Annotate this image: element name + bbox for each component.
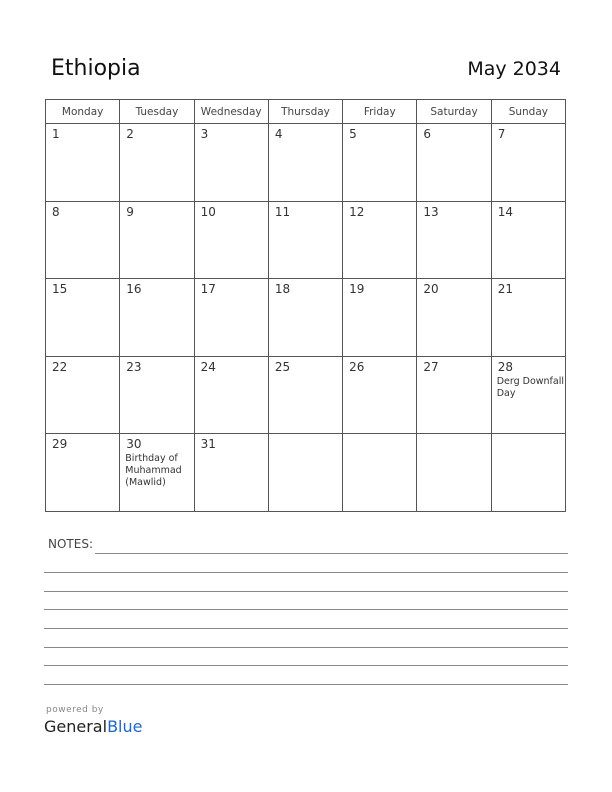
day-number: 7 xyxy=(497,127,506,141)
day-number: 28 xyxy=(497,359,513,374)
day-number: 4 xyxy=(274,127,283,141)
day-number: 25 xyxy=(274,359,291,374)
notes-label: NOTES: xyxy=(48,537,93,551)
day-number: 24 xyxy=(200,359,216,374)
day-number: 3 xyxy=(200,127,209,141)
day-cell xyxy=(120,279,194,357)
day-number: 8 xyxy=(52,204,60,219)
day-cell xyxy=(491,434,565,512)
day-cell xyxy=(268,434,342,512)
day-cell xyxy=(343,201,417,279)
notes-line xyxy=(44,591,568,592)
day-number: 20 xyxy=(423,282,439,297)
day-cell xyxy=(491,201,565,279)
day-cell xyxy=(343,279,417,357)
brand-blue-text: Blue xyxy=(107,717,143,736)
week-row xyxy=(46,201,566,279)
notes-line xyxy=(44,572,568,573)
notes-line xyxy=(44,684,568,685)
notes-line xyxy=(44,647,568,648)
day-cell xyxy=(46,201,120,279)
holiday-label: Birthday of Muhammad (Mawlid) xyxy=(125,453,182,489)
day-number: 14 xyxy=(497,204,513,219)
weekday-tuesday: Tuesday xyxy=(120,100,194,124)
day-number: 18 xyxy=(274,282,291,297)
day-number: 21 xyxy=(497,282,513,297)
day-cell xyxy=(417,356,491,434)
day-cell xyxy=(417,124,491,202)
notes-line xyxy=(95,553,568,554)
holiday-label: Derg Downfall Day xyxy=(496,375,564,399)
weekday-thursday: Thursday xyxy=(268,100,342,124)
day-cell xyxy=(268,279,342,357)
week-row xyxy=(46,434,566,512)
day-cell xyxy=(268,201,342,279)
day-number: 16 xyxy=(126,282,142,297)
day-number: 13 xyxy=(423,204,439,219)
day-cell xyxy=(194,279,268,357)
notes-line xyxy=(44,609,568,610)
day-number: 11 xyxy=(274,204,291,219)
day-cell xyxy=(194,356,268,434)
day-cell xyxy=(194,124,268,202)
day-number: 15 xyxy=(52,282,68,297)
weekday-header-row xyxy=(46,100,566,124)
week-row xyxy=(46,279,566,357)
weekday-monday: Monday xyxy=(46,100,120,124)
weekday-saturday: Saturday xyxy=(417,100,491,124)
day-number: 9 xyxy=(126,204,134,219)
day-cell xyxy=(417,279,491,357)
week-row xyxy=(46,356,566,434)
generalblue-logo xyxy=(44,717,142,737)
day-number: 30 xyxy=(126,437,142,452)
day-cell xyxy=(268,356,342,434)
day-cell xyxy=(491,124,565,202)
brand-general-text: General xyxy=(44,717,108,736)
day-cell xyxy=(120,356,194,434)
powered-by-text: powered by xyxy=(46,705,104,715)
day-number: 22 xyxy=(52,359,68,374)
day-cell xyxy=(46,279,120,357)
day-number: 31 xyxy=(200,437,216,452)
day-cell xyxy=(268,124,342,202)
day-number: 27 xyxy=(423,359,439,374)
day-number: 23 xyxy=(126,359,142,374)
notes-line xyxy=(44,665,568,666)
calendar-grid xyxy=(45,99,566,512)
day-cell xyxy=(194,434,268,512)
day-cell xyxy=(417,434,491,512)
day-cell xyxy=(343,124,417,202)
day-number: 19 xyxy=(349,282,365,297)
day-number: 26 xyxy=(349,359,365,374)
day-number: 17 xyxy=(200,282,216,297)
day-number: 5 xyxy=(349,127,357,141)
day-cell xyxy=(120,201,194,279)
day-cell xyxy=(46,124,120,202)
day-cell xyxy=(194,201,268,279)
day-cell xyxy=(46,356,120,434)
day-cell xyxy=(343,356,417,434)
day-cell xyxy=(343,434,417,512)
day-cell xyxy=(46,434,120,512)
day-cell xyxy=(491,356,565,434)
day-number: 1 xyxy=(52,127,60,141)
day-number: 10 xyxy=(200,204,216,219)
day-cell xyxy=(120,434,194,512)
day-cell xyxy=(120,124,194,202)
calendar-month-year: May 2034 xyxy=(467,58,561,80)
weekday-wednesday: Wednesday xyxy=(194,100,268,124)
day-number: 6 xyxy=(423,127,432,141)
day-number: 12 xyxy=(349,204,365,219)
calendar-country-title: Ethiopia xyxy=(51,56,141,81)
notes-line xyxy=(44,628,568,629)
day-cell xyxy=(417,201,491,279)
day-cell xyxy=(491,279,565,357)
weekday-sunday: Sunday xyxy=(491,100,565,124)
week-row xyxy=(46,124,566,202)
weekday-friday: Friday xyxy=(343,100,417,124)
day-number: 2 xyxy=(126,127,134,141)
day-number: 29 xyxy=(52,437,68,452)
